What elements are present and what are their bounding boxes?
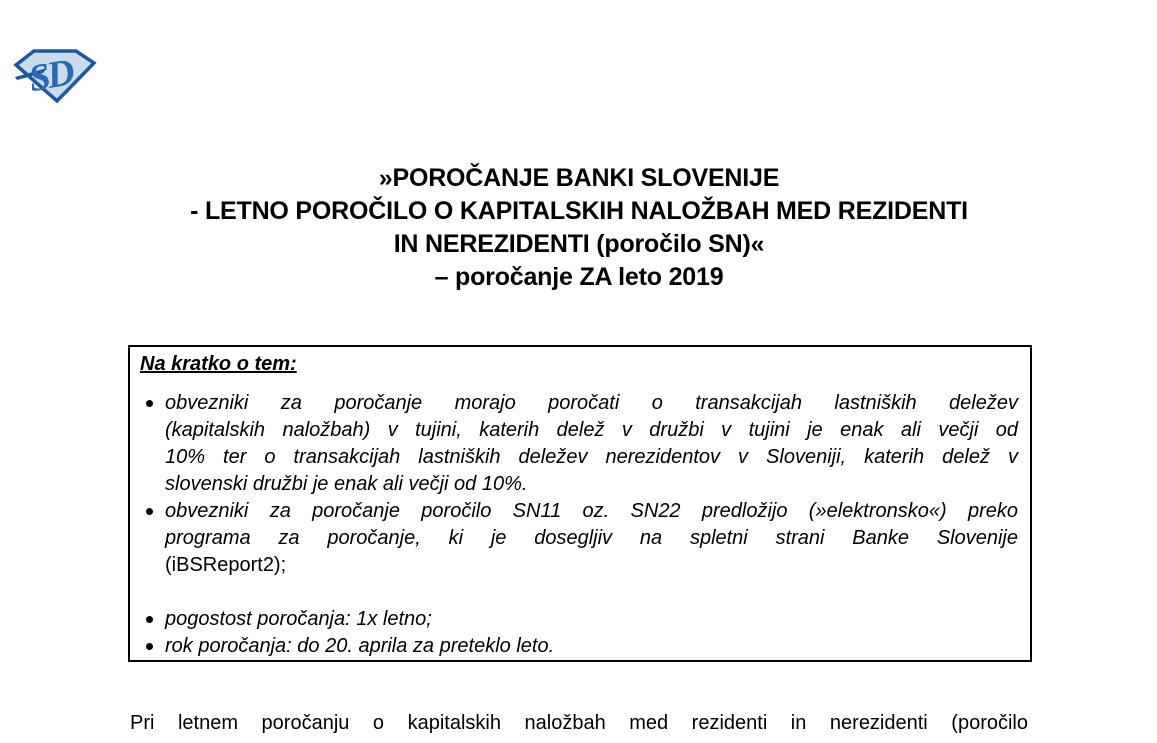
title-line-2: - LETNO POROČILO O KAPITALSKIH NALOŽBAH MED REZIDENTI	[190, 197, 968, 225]
sd-shield-logo-icon	[13, 46, 97, 104]
bullet-item-deadline	[140, 633, 1018, 660]
bullet-item-submission	[140, 498, 1018, 579]
title-line-1: »POROČANJE BANKI SLOVENIJE	[378, 164, 780, 192]
summary-bullet-list	[140, 390, 1018, 660]
bullet-item-obligation	[140, 390, 1018, 498]
bullet-line: obvezniki za poročanje morajo poročati o transakcijah lastniških deležev	[165, 392, 1018, 414]
document-title	[129, 162, 1029, 294]
bullet-item-frequency	[140, 606, 1018, 633]
bullet-line: programa za poročanje, ki je dosegljiv na spletni strani Banke Slovenije	[165, 527, 1018, 549]
bullet-line: (kapitalskih naložbah) v tujini, katerih delež v družbi v tujini je enak ali večji od	[165, 419, 1018, 441]
bullet-line: (iBSReport2);	[165, 554, 287, 576]
bullet-line: 10% ter o transakcijah lastniških deležev nerezidentov v Sloveniji, katerih delež v	[165, 446, 1018, 468]
bullet-line: slovenski družbi je enak ali večji od 10%.	[165, 473, 528, 495]
body-paragraph: Pri letnem poročanju o kapitalskih naložbah med rezidenti in nerezidenti (poročilo	[130, 712, 1028, 734]
bullet-line: obvezniki za poročanje poročilo SN11 oz. SN22 predložijo (»elektronsko«) preko	[165, 500, 1018, 522]
bullet-line: rok poročanja: do 20. aprila za preteklo leto.	[165, 635, 555, 657]
bullet-line: pogostost poročanja: 1x letno;	[165, 608, 432, 630]
title-line-4: – poročanje ZA leto 2019	[434, 263, 724, 291]
summary-box	[128, 345, 1032, 662]
title-line-3: IN NEREZIDENTI (poročilo SN)«	[393, 230, 765, 258]
logo-letters: SD	[25, 51, 75, 101]
summary-box-heading: Na kratko o tem:	[140, 353, 297, 375]
